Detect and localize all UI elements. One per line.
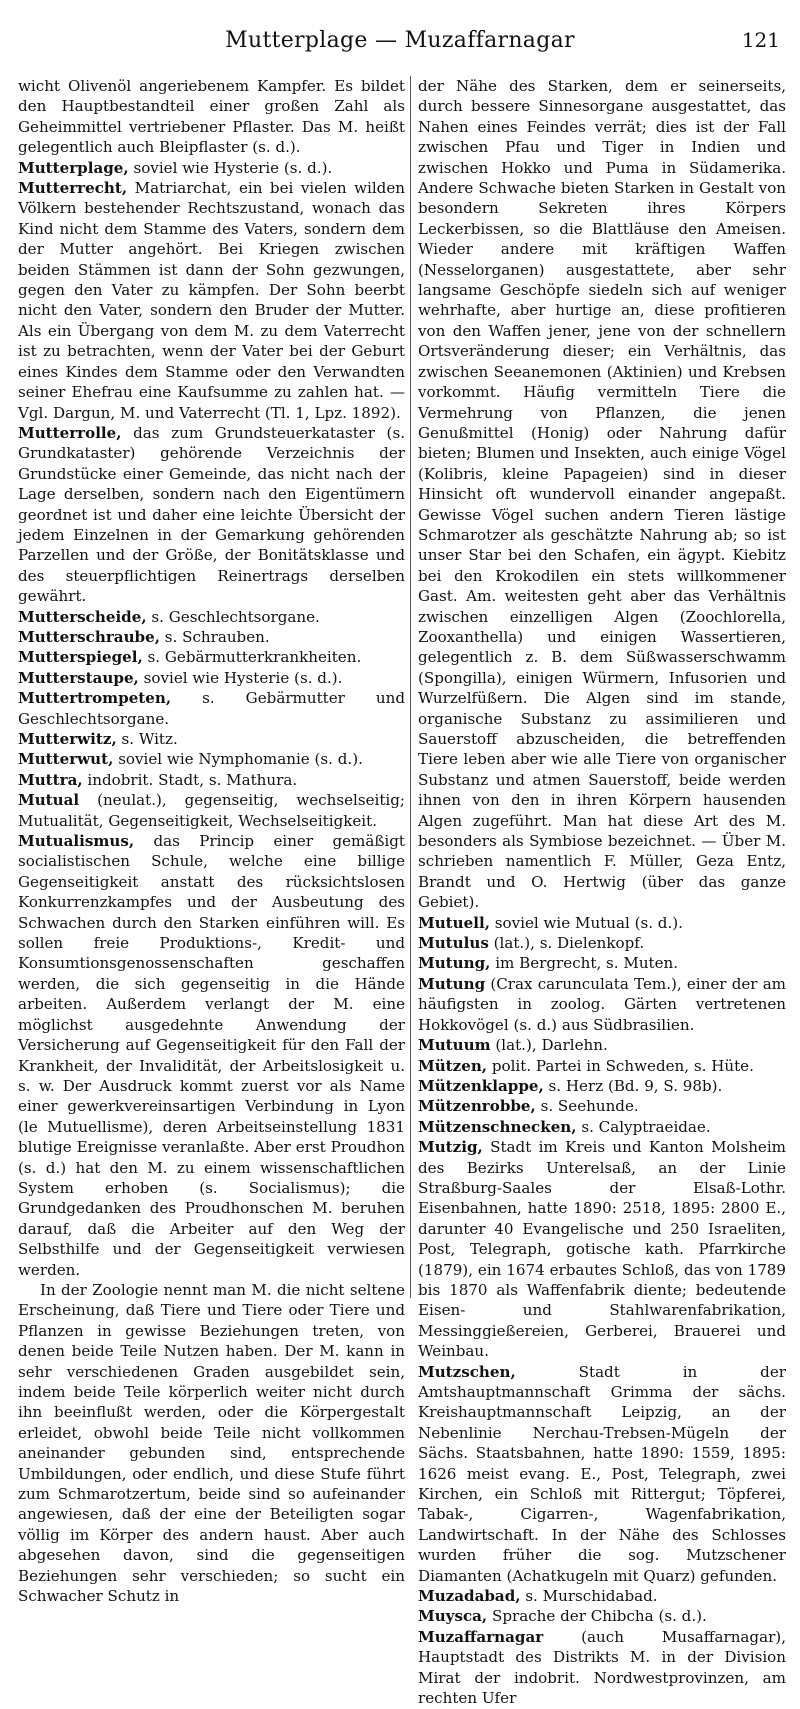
entry-headword: Mutulus xyxy=(418,934,489,953)
entry-headword: Mützenschnecken, xyxy=(418,1117,577,1136)
dictionary-entry xyxy=(418,1627,786,1709)
entry-headword: Mutung xyxy=(418,974,486,993)
entry-text: Stadt im Kreis und Kanton Molsheim des Bezirks Unterelsaß, an der Linie Straßburg-Saales der Elsaß-Lothr. Eisenbahnen, hatte 1890: 2518, 1895: 2800 E., darunter 40 Evangelische und 250 Israeliten, Post, Telegraph, gotische kath. Pfarrkirche (1879), ein 1674 erbautes Schloß, das von 1789 bis 1870 als Waffenfabrik diente; bedeutende Eisen- und Stahlwarenfabrikation, Messinggießereien, Gerberei, Brauerei und Weinbau. xyxy=(418,1138,786,1361)
entry-text: (lat.), s. Dielenkopf. xyxy=(488,934,645,953)
dictionary-entry xyxy=(418,1035,786,1055)
dictionary-entry xyxy=(418,1137,786,1361)
dictionary-entry xyxy=(18,607,405,627)
entry-text: wicht Olivenöl angeriebenem Kampfer. Es bildet den Hauptbestandteil einer großen Zahl als Geheimmittel vertriebener Pflaster. Das M. heißt gelegentlich auch Bleipflaster (s. d.). xyxy=(18,77,405,157)
entry-headword: Mutterschraube, xyxy=(18,627,160,646)
entry-text: In der Zoologie nennt man M. die nicht seltene Erscheinung, daß Tiere und Tiere oder Tiere und Pflanzen in gewisse Beziehungen treten, von denen beide Teile Nutzen haben. Der M. kann in sehr verschiedenen Graden ausgebildet sein, indem beide Teile körperlich weiter nicht durch ihn beeinflußt werden, oder die Körpergestalt erleidet, obwohl beide Teile nicht vollkommen aneinander gebunden sind, entsprechende Umbildungen, oder endlich, und diese Stufe führt zum Schmarotzertum, beide sind so aufeinander angewiesen, daß der eine der Beteiligten sogar völlig im Körper des andern haust. Aber auch abgesehen davon, sind die gegenseitigen Beziehungen sehr verschieden; so sucht ein Schwacher Schutz in xyxy=(18,1280,405,1606)
entry-text: Sprache der Chibcha (s. d.). xyxy=(487,1607,707,1626)
entry-headword: Mutualismus, xyxy=(18,832,135,851)
entry-headword: Mützenklappe, xyxy=(418,1076,544,1095)
entry-headword: Muttertrompeten, xyxy=(18,689,172,708)
entry-text: soviel wie Nymphomanie (s. d.). xyxy=(113,750,363,769)
running-title: Mutterplage — Muzaffarnagar xyxy=(225,28,575,53)
entry-headword: Mutterrecht, xyxy=(18,179,128,198)
dictionary-entry xyxy=(18,627,405,647)
entry-text: das zum Grundsteuerkataster (s. Grundkataster) gehörende Verzeichnis der Grundstücke einer Gemeinde, das nicht nach der Lage derselben, sondern nach den Eigentümern geordnet ist und daher eine leichte Übersicht der jedem Einzelnen in der Gemarkung gehörenden Parzellen und der Größe, der Bonitätsklasse und des steuerpflichtigen Reinertrags derselben gewährt. xyxy=(18,423,405,606)
entry-headword: Mutzig, xyxy=(418,1138,483,1157)
entry-text: s. Seehunde. xyxy=(535,1097,639,1116)
entry-headword: Mutterspiegel, xyxy=(18,648,143,667)
entry-text: soviel wie Hysterie (s. d.). xyxy=(128,158,333,177)
entry-text: indobrit. Stadt, s. Mathura. xyxy=(82,770,298,789)
entry-text: soviel wie Mutual (s. d.). xyxy=(489,913,683,932)
dictionary-entry xyxy=(418,1606,786,1626)
entry-headword: Mutuell, xyxy=(418,913,490,932)
dictionary-entry xyxy=(18,831,405,1280)
right-column xyxy=(418,76,786,1708)
dictionary-entry xyxy=(418,1362,786,1586)
entry-text: s. Gebärmutterkrankheiten. xyxy=(142,648,362,667)
dictionary-entry xyxy=(18,749,405,769)
dictionary-entry xyxy=(418,1117,786,1137)
dictionary-entry xyxy=(418,1076,786,1096)
entry-text: s. Witz. xyxy=(116,730,178,748)
dictionary-entry xyxy=(418,933,786,953)
entry-headword: Mutual xyxy=(18,791,80,810)
entry-headword: Muzadabad, xyxy=(418,1587,521,1606)
dictionary-entry xyxy=(18,178,405,423)
entry-headword: Mutterstaupe, xyxy=(18,668,139,687)
entry-headword: Mutterwitz, xyxy=(18,730,117,748)
entry-text: der Nähe des Starken, dem er seinerseits, durch bessere Sinnesorgane ausgestattet, das Nahen eines Feindes verrät; dies ist der Fall zwischen Pfau und Tiger in Indien und zwischen Hokko und Puma in Südamerika. Andere Schwache bieten Starken in Gestalt von besondern Sekreten ihres Körpers Leckerbissen, so die Blattläuse den Ameisen. Wieder andere mit kräftigen Waffen (Nesselorganen) ausgestattete, aber sehr langsame Geschöpfe siedeln sich auf weniger wehrhafte, aber hurtige an, diese profitieren von den Waffen jener, jene von der schnellern Ortsveränderung dieser; ein Verhältnis, das zwischen Seeanemonen (Aktinien) und Krebsen vorkommt. Häufig vermitteln Tiere die Vermehrung von Pflanzen, die jenen Genußmittel (Honig) oder Nahrung dafür bieten; Blumen und Insekten, auch einige Vögel (Kolibris, kleine Papageien) sind in dieser Hinsicht oft wundervoll einander angepaßt. Gewisse Vögel suchen andern Tieren lästige Schmarotzer als geschätzte Nahrung ab; so ist unser Star bei den Schafen, ein ägypt. Kiebitz bei den Krokodilen ein stets willkommener Gast. Am. weitesten geht aber das Verhältnis zwischen einzelligen Algen (Zoochlorella, Zooxanthella) und einigen Wassertieren, gelegentlich z. B. dem Süßwasserschwamm (Spongilla), einigen Würmern, Infusorien und Wurzelfüßern. Die Algen sind im stande, organische Substanz zu assimilieren und Sauerstoff abzuscheiden, die betreffenden Tiere leben aber wie alle Tiere von organischer Substanz und atmen Sauerstoff, beide werden ihnen von den in ihren Körpern hausenden Algen zugeführt. Man hat diese Art des M. besonders als Symbiose bezeichnet. — Über M. schrieben namentlich F. Müller, Geza Entz, Brandt und O. Hertwig (über das ganze Gebiet). xyxy=(418,77,786,912)
entry-headword: Mutuum xyxy=(418,1036,491,1055)
dictionary-entry xyxy=(418,1586,786,1606)
text-paragraph xyxy=(18,1280,405,1607)
left-column xyxy=(18,76,405,1606)
entry-headword: Mützen, xyxy=(418,1056,488,1075)
dictionary-entry xyxy=(18,729,405,749)
entry-text: (Crax carunculata Tem.), einer der am häufigsten in zoolog. Gärten vertretenen Hokkovögel (s. d.) aus Südbrasilien. xyxy=(418,974,786,1034)
entry-headword: Mutzschen, xyxy=(418,1362,516,1381)
entry-text: s. Calyptraeidae. xyxy=(576,1117,711,1136)
entry-headword: Mützenrobbe, xyxy=(418,1097,536,1116)
entry-headword: Mutterscheide, xyxy=(18,607,147,626)
entry-text: Matriarchat, ein bei vielen wilden Völkern bestehender Rechtszustand, wonach das Kind nicht dem Stamme des Vaters, sondern dem der Mutter angehört. Bei Kriegen zwischen beiden Stämmen ist dann der Sohn gezwungen, gegen den Vater zu kämpfen. Der Sohn beerbt nicht den Vater, sondern den Bruder der Mutter. Als ein Übergang von dem M. zu dem Vaterrecht ist zu betrachten, wenn der Vater bei der Geburt eines Kindes dem Stamme oder den Verwandten seiner Ehefrau eine Kaufsumme zu zahlen hat. — Vgl. Dargun, M. und Vaterrecht (Tl. 1, Lpz. 1892). xyxy=(18,179,405,422)
entry-headword: Muzaffarnagar xyxy=(418,1627,544,1646)
entry-headword: Mutterplage, xyxy=(18,158,129,177)
entry-text: soviel wie Hysterie (s. d.). xyxy=(138,668,343,687)
entry-text: (auch Musaffarnagar), Hauptstadt des Distrikts M. in der Division Mirat der indobrit. Nordwestprovinzen, am rechten Ufer xyxy=(418,1627,786,1708)
entry-text: s. Geschlechtsorgane. xyxy=(146,607,320,626)
entry-text: polit. Partei in Schweden, s. Hüte. xyxy=(487,1056,754,1075)
dictionary-entry xyxy=(18,647,405,667)
entry-headword: Muttra, xyxy=(18,770,83,789)
dictionary-entry xyxy=(18,668,405,688)
dictionary-entry xyxy=(18,423,405,607)
entry-text: Stadt in der Amtshauptmannschaft Grimma der sächs. Kreishauptmannschaft Leipzig, an der Nebenlinie Nerchau-Trebsen-Mügeln der Sächs. Staatsbahnen, hatte 1890: 1559, 1895: 1626 meist evang. E., Post, Telegraph, zwei Kirchen, ein Schloß mit Rittergut; Töpferei, Tabak-, Cigarren-, Wagenfabrikation, Landwirtschaft. In der Nähe des Schlosses wurden früher die sog. Mutzschener Diamanten (Achatkugeln mit Quarz) gefunden. xyxy=(418,1362,786,1585)
entry-text: s. Schrauben. xyxy=(159,627,270,646)
column-divider xyxy=(410,76,411,1298)
text-paragraph xyxy=(418,76,786,913)
entry-text: s. Murschidabad. xyxy=(520,1587,658,1606)
entry-text: im Bergrecht, s. Muten. xyxy=(490,954,679,973)
page-number: 121 xyxy=(741,28,780,52)
text-paragraph xyxy=(18,76,405,158)
dictionary-entry xyxy=(18,770,405,790)
entry-text: (lat.), Darlehn. xyxy=(490,1036,608,1055)
entry-text: s. Herz (Bd. 9, S. 98b). xyxy=(543,1076,723,1095)
dictionary-entry xyxy=(418,913,786,933)
dictionary-entry xyxy=(418,1096,786,1116)
entry-text: das Princip einer gemäßigt socialistischen Schule, welche eine billige Gegenseitigkeit anstatt des rücksichtslosen Konkurrenzkampfes und der Ausbeutung des Schwachen durch den Starken einführen will. Es sollen freie Produktions-, Kredit- und Konsumtionsgenossenschaften geschaffen werden, die sich gegenseitig in die Hände arbeiten. Außerdem verlangt der M. eine möglichst ausgedehnte Anwendung der Versicherung auf Gegenseitigkeit für den Fall der Krankheit, der Invalidität, der Arbeitslosigkeit u. s. w. Der Ausdruck kommt zuerst vor als Name einer gewerkvereinsartigen Verbindung in Lyon (le Mutuellisme), deren Arbeitseinstellung 1831 blutige Ereignisse veranlaßte. Aber erst Proudhon (s. d.) hat den M. zu einem wissenschaftlichen System erhoben (s. Socialismus); die Grundgedanken des Proudhonschen M. beruhen darauf, daß die Arbeiter auf den Weg der Selbsthilfe und der Gegenseitigkeit verwiesen werden. xyxy=(18,832,405,1279)
entry-text: s. Gebärmutter und Geschlechtsorgane. xyxy=(18,689,405,728)
page-header xyxy=(20,28,780,58)
entry-headword: Mutung, xyxy=(418,954,491,973)
dictionary-entry xyxy=(18,790,405,831)
dictionary-entry xyxy=(418,953,786,973)
dictionary-entry xyxy=(18,688,405,729)
entry-text: (neulat.), gegenseitig, wechselseitig; Mutualität, Gegenseitigkeit, Wechselseitigkeit. xyxy=(18,791,405,830)
entry-headword: Muysca, xyxy=(418,1607,488,1626)
dictionary-entry xyxy=(418,974,786,1035)
dictionary-entry xyxy=(18,158,405,178)
dictionary-entry xyxy=(418,1056,786,1076)
entry-headword: Mutterrolle, xyxy=(18,423,122,442)
entry-headword: Mutterwut, xyxy=(18,750,114,769)
